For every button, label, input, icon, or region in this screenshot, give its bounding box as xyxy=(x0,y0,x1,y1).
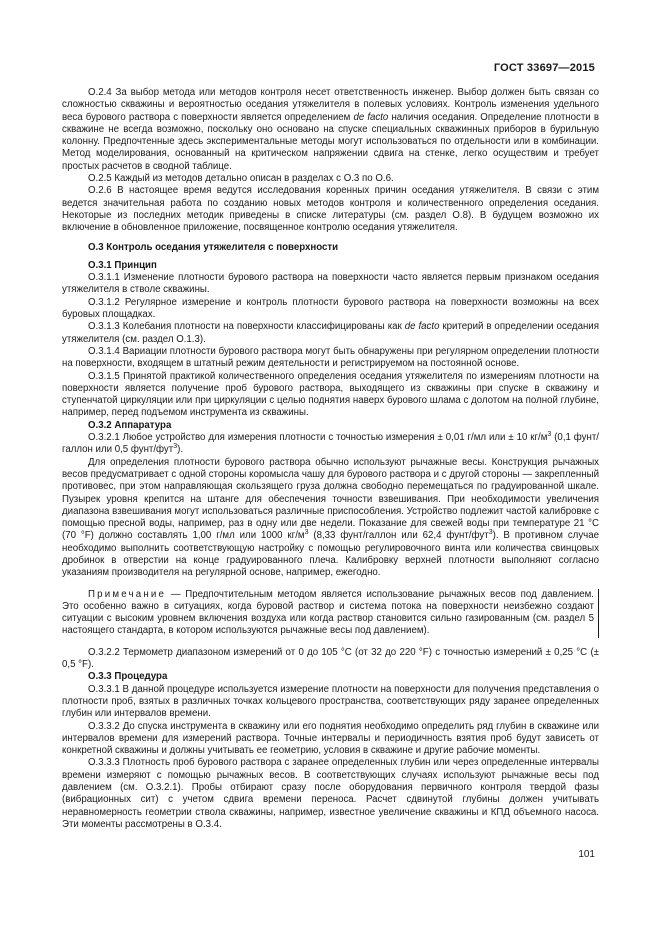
paragraph-o-3-2-2: О.3.2.2 Термометр диапазоном измерений от 0 до 105 °С (от 32 до 220 °F) с точностью измерений ± 0,25 °С (± 0,5 °F). xyxy=(62,646,599,671)
text-run: (8,33 фунт/галлон или 62,4 фунт/фут xyxy=(313,530,489,542)
text-run: О.3.2.1 Любое устройство для измерения плотности с точностью измерения ± 0,01 г/мл или ± 10 кг/м xyxy=(88,432,548,444)
note-label: Примечание xyxy=(88,588,167,600)
subsection-heading-o-3-3: О.3.3 Процедура xyxy=(88,671,168,683)
text-run: критерий в определении оседания утяжелителя (см. раздел О.1.3). xyxy=(62,321,599,345)
subsection-heading-o-3-1: О.3.1 Принцип xyxy=(88,259,157,271)
text-run: наличия оседания. Определение плотности в скважине не всегда возможно, поскольку оно основано на спуске специальных скважинных приборов в бурильную колонну. Предпочтенные здесь экспериментальные методы могут использоваться по отдельности или в комбинации. Метод моделирования, основанный на критическом напряжении сдвига на стенке, легко осуществим и требует простых расчетов в сводной таблице. xyxy=(62,111,599,172)
paragraph-o-3-1-5: О.3.1.5 Принятой практикой количественного определения оседания утяжелителя по измерениям плотности на поверхности является получение проб бурового раствора, выходящего из скважины при спуске в скважину и ступенчатой циркуляции или при циркуляции с целью поднятия наверх бурового шлама с долотом на полной глубине, например, перед подъемом инструмента из скважины. xyxy=(62,370,599,419)
paragraph-o-2-6: О.2.6 В настоящее время ведутся исследования коренных причин оседания утяжелителя. В связи с этим ведется значительная работа по созданию новых методов контроля и количественного определения оседания. Некоторые из последних методик приведены в списке литературы (см. раздел О.8). В будущем возможно их включение в обновленное приложение, посвященное контролю оседания утяжелителя. xyxy=(62,185,599,234)
section-heading-o-3: О.3 Контроль оседания утяжелителя с поверхности xyxy=(88,241,339,253)
paragraph-o-3-2-1 xyxy=(62,432,599,457)
paragraph-o-3-3-3: О.3.3.3 Плотность проб бурового раствора с заранее определенных глубин или через определенные интервалы времени измеряют с помощью рычажных весов. В соответствующих случаях используют рычажные весы под давлением (см. О.3.2.1). Пробы отбирают сразу после оборудования первичного контроля твердой фазы (вибрационных сит) с учетом сдвига времени переноса. Расчет сдвинутой глубины должен учитывать неравномерность геометрии ствола скважины, например, известное увеличение скважины и КПД объемного насоса. Эти моменты рассмотрены в О.3.4. xyxy=(62,757,599,830)
text-run: Для определения плотности бурового раствора обычно используют рычажные весы. Конструкция рычажных весов предусматривает с одной стороны коромысла чашу для бурового раствора и с другой стороны — закрепленный противовес, при этом направляющая скользящего груза должна свободно перемещаться по градуированной шкале. Пузырек уровня крепится на штанге для обеспечения точности взвешивания. При необходимости увеличения диапазона взвешивания могут использоваться различные приспособления. Устройство подлежит частой калибровке с помощью пресной воды, например, раз в одну или две недели. Показание для свежей воды при температуре 21 °С (70 °F) должно составлять 1,00 г/мл или 1000 кг/м xyxy=(62,456,599,542)
main-text xyxy=(62,87,599,831)
note-block xyxy=(62,589,599,638)
page-number: 101 xyxy=(578,849,595,860)
subsection-heading-o-3-2: О.3.2 Аппаратура xyxy=(88,419,172,431)
standard-code-header: ГОСТ 33697—2015 xyxy=(493,62,595,74)
paragraph-o-2-4 xyxy=(62,87,599,173)
superscript: 3 xyxy=(173,443,178,451)
text-run: (0,1 фунт/галлон или 0,5 фунт/фут xyxy=(62,432,599,456)
superscript: 3 xyxy=(547,431,552,439)
paragraph-o-3-1-4: О.3.1.4 Вариации плотности бурового раствора могут быть обнаружены при регулярном определении плотности на поверхности, входящем в штатный режим деятельности и регистрируемом на постоянной основе. xyxy=(62,345,599,370)
note-text: — Предпочтительным методом является использование рычажных весов под давлением. Это особенно важно в ситуациях, когда буровой раствор и система потока на поверхности неизбежно создают ситуации с высоким уровнем включения воздуха или когда раствор становится сильно газированным (см. раздел 5 настоящего стандарта, в котором используются рычажные весы под давлением). xyxy=(62,588,594,637)
text-run: О.3.1.3 Колебания плотности на поверхности классифицированы как xyxy=(88,321,402,333)
paragraph-o-3-3-2: О.3.3.2 До спуска инструмента в скважину или его поднятия необходимо определить ряд глубин в скважине или интервалов времени для измерений раствора. Точные интервалы и периодичность взятия проб будут зависеть от конкретной скважины и должны учитывать ее геометрию, условия в скважине и другие рабочие моменты. xyxy=(62,720,599,757)
note-paragraph xyxy=(62,589,594,638)
text-run: ). xyxy=(177,444,184,456)
italic-term: de facto xyxy=(353,111,389,123)
superscript: 3 xyxy=(488,529,493,537)
italic-term: de facto xyxy=(404,321,440,333)
text-run: О.2.4 За выбор метода или методов контроля несет ответственность инженер. Выбор должен быть связан со сложностью скважины и вероятностью оседания утяжелителя в полевых условиях. Контроль изменения удельного веса бурового раствора с поверхности является определением xyxy=(62,87,599,123)
paragraph-o-3-1-1: О.3.1.1 Изменение плотности бурового раствора на поверхности часто является первым признаком оседания утяжелителя в стволе скважины. xyxy=(62,272,599,296)
paragraph-o-3-1-2: О.3.1.2 Регулярное измерение и контроль плотности бурового раствора на поверхности возможны на всех буровых площадках. xyxy=(62,296,599,321)
paragraph-mud-balance xyxy=(62,457,599,580)
paragraph-o-3-1-3 xyxy=(62,321,599,346)
superscript: 3 xyxy=(304,529,309,537)
paragraph-o-2-5: О.2.5 Каждый из методов детально описан в разделах с О.3 по О.6. xyxy=(88,173,394,185)
text-run: ). В противном случае необходимо выполнить соответствующую настройку с помощью регулировочного винта или количества свинцовых дробинок в отверстии на конце градуированного плеча. Калибровку верхней плотности выполняют согласно указаниям производителя на регулярной основе, например, ежегодно. xyxy=(62,530,599,579)
paragraph-o-3-3-1: О.3.3.1 В данной процедуре используется измерение плотности на поверхности для получения представления о плотности проб, взятых в различных точках кольцевого пространства, соответствующих ряду заранее определенных глубин или интервалов времени. xyxy=(62,683,599,720)
